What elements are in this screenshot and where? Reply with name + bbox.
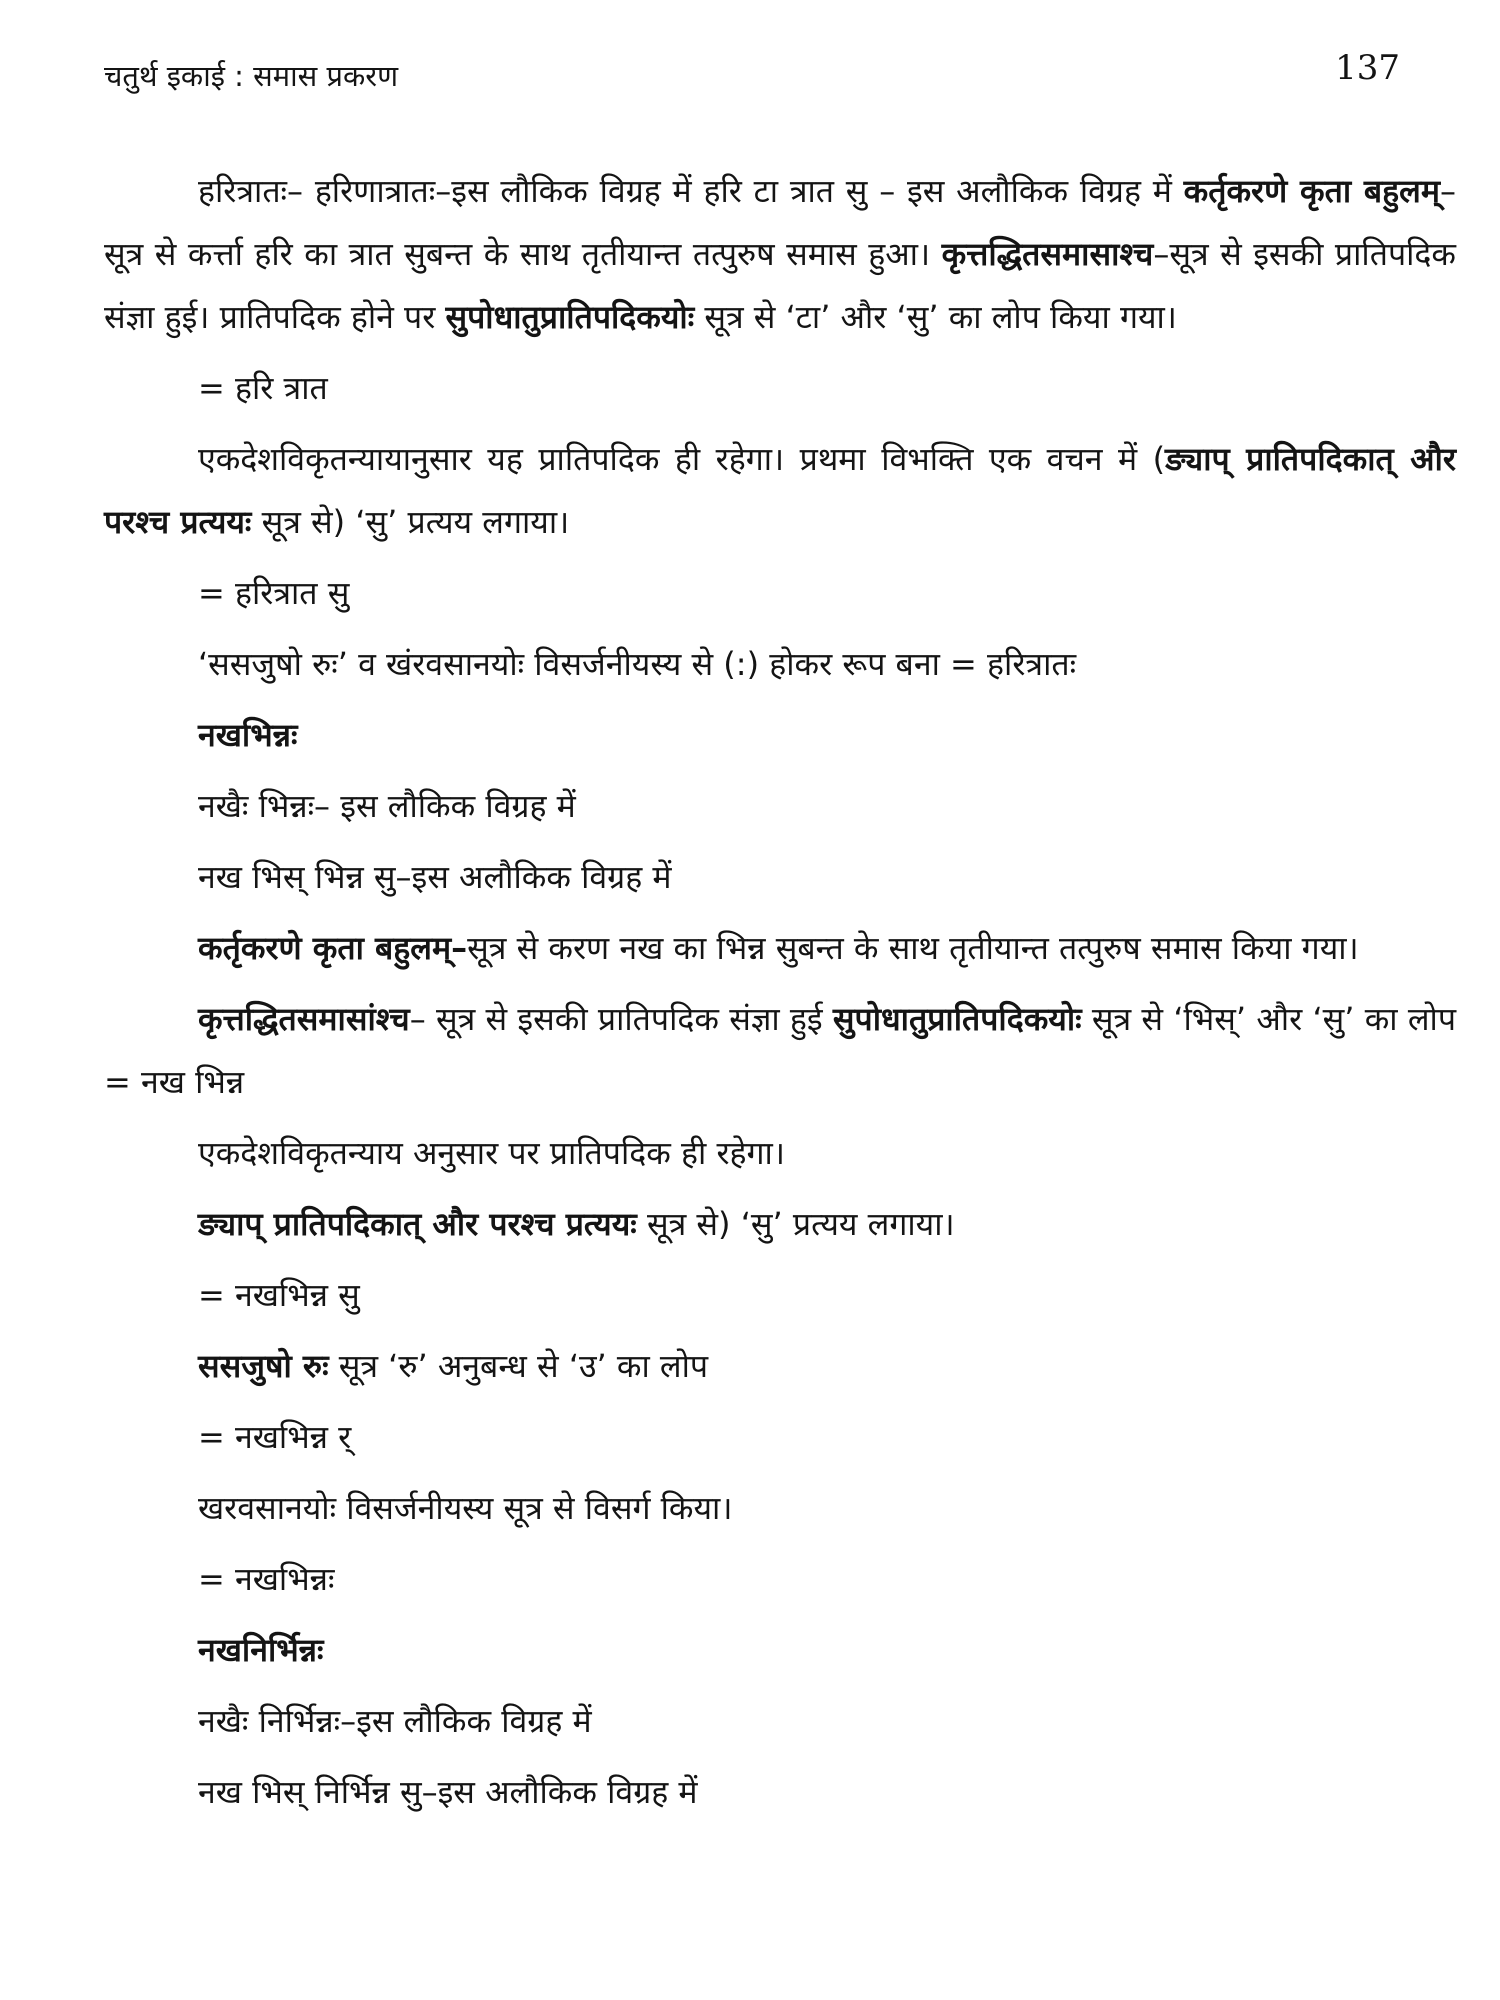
- sutra-bold: ङ्याप् प्रातिपदिकात् और परश्च प्रत्ययः: [198, 1205, 637, 1243]
- step-line: एकदेशविकृतन्याय अनुसार पर प्रातिपदिक ही रहेगा।: [198, 1134, 785, 1172]
- sutra-bold: कृत्तद्धितसमासांश्च: [198, 1000, 410, 1038]
- paragraph-krittaddhita: [104, 988, 1456, 1114]
- page-header: [0, 0, 1500, 100]
- text-run: सूत्र से करण नख का भिन्न सुबन्त के साथ तृतीयान्त तत्पुरुष समास किया गया।: [467, 929, 1359, 967]
- paragraph-kartrikarane: [104, 917, 1456, 980]
- step-line: = हरित्रात सु: [198, 574, 350, 612]
- text-run: सूत्र से ‘टा’ और ‘सु’ का लोप किया गया।: [694, 298, 1177, 336]
- page-body: [104, 160, 1456, 1824]
- text-run: सूत्र से) ‘सु’ प्रत्यय लगाया।: [251, 503, 570, 541]
- sutra-bold: कृत्तद्धितसमासाश्च: [941, 235, 1154, 273]
- step-line: नख भिस् निर्भिन्न सु–इस अलौकिक विग्रह में: [198, 1773, 698, 1811]
- sutra-bold: कर्तृकरणे कृता बहुलम्–: [198, 929, 468, 967]
- text-run: सूत्र से ‘भिस्’ और ‘सु’ का लोप = नख भिन्न: [104, 1000, 1456, 1101]
- step-line: नख भिस् भिन्न सु–इस अलौकिक विग्रह में: [198, 858, 672, 896]
- text-run: सूत्र ‘रु’ अनुबन्ध से ‘उ’ का लोप: [328, 1347, 709, 1385]
- step-line: = नखभिन्न र्: [198, 1418, 352, 1456]
- step-line: खरवसानयोः विसर्जनीयस्य सूत्र से विसर्ग किया।: [198, 1489, 733, 1527]
- sutra-bold: सुपोधातुप्रातिपदिकयोः: [445, 298, 695, 336]
- step-line: = हरि त्रात: [198, 369, 328, 407]
- sutra-bold: सुपोधातुप्रातिपदिकयोः: [832, 1000, 1082, 1038]
- step-line: नखैः निर्भिन्नः–इस लौकिक विग्रह में: [198, 1702, 592, 1740]
- text-run: हरित्रातः– हरिणात्रातः–इस लौकिक विग्रह में हरि टा त्रात सु – इस अलौकिक विग्रह में: [198, 172, 1184, 210]
- section-heading: [104, 1619, 1456, 1682]
- step-line: = नखभिन्नः: [198, 1560, 335, 1598]
- text-run: –सूत्र से इसकी प्रातिपदिक संज्ञा हुई। प्रातिपदिक होने पर: [104, 235, 1456, 336]
- sutra-bold: ससजुषो रुः: [198, 1347, 329, 1385]
- text-run: एकदेशविकृतन्यायानुसार यह प्रातिपदिक ही रहेगा। प्रथमा विभक्ति एक वचन में (: [198, 440, 1166, 478]
- section-heading: [104, 704, 1456, 767]
- paragraph-ekadesha: [104, 428, 1456, 554]
- heading-text: नखनिर्भिन्नः: [198, 1631, 324, 1669]
- sutra-bold: ङ्याप् प्रातिपदिकात् और परश्च प्रत्ययः: [104, 440, 1457, 541]
- step-line: नखैः भिन्नः– इस लौकिक विग्रह में: [198, 787, 576, 825]
- running-head: चतुर्थ इकाई : समास प्रकरण: [104, 59, 399, 93]
- sutra-bold: कर्तृकरणे कृता बहुलम्: [1183, 172, 1440, 210]
- step-line: [104, 1335, 1456, 1398]
- paragraph-sasajusho: ‘ससजुषो रुः’ व खंरवसानयोः विसर्जनीयस्य से (:) होकर रूप बना = हरित्रातः: [198, 645, 1077, 683]
- text-run: – सूत्र से इसकी प्रातिपदिक संज्ञा हुई: [409, 1000, 833, 1038]
- heading-text: नखभिन्नः: [198, 716, 298, 754]
- paragraph-haritratah-intro: [104, 160, 1456, 349]
- text-run: सूत्र से) ‘सु’ प्रत्यय लगाया।: [636, 1205, 955, 1243]
- step-line: = नखभिन्न सु: [198, 1276, 360, 1314]
- page-number: 137: [1335, 48, 1400, 88]
- text-run: –सूत्र से कर्त्ता हरि का त्रात सुबन्त के साथ तृतीयान्त तत्पुरुष समास हुआ।: [104, 172, 1456, 273]
- step-line: [104, 1193, 1456, 1256]
